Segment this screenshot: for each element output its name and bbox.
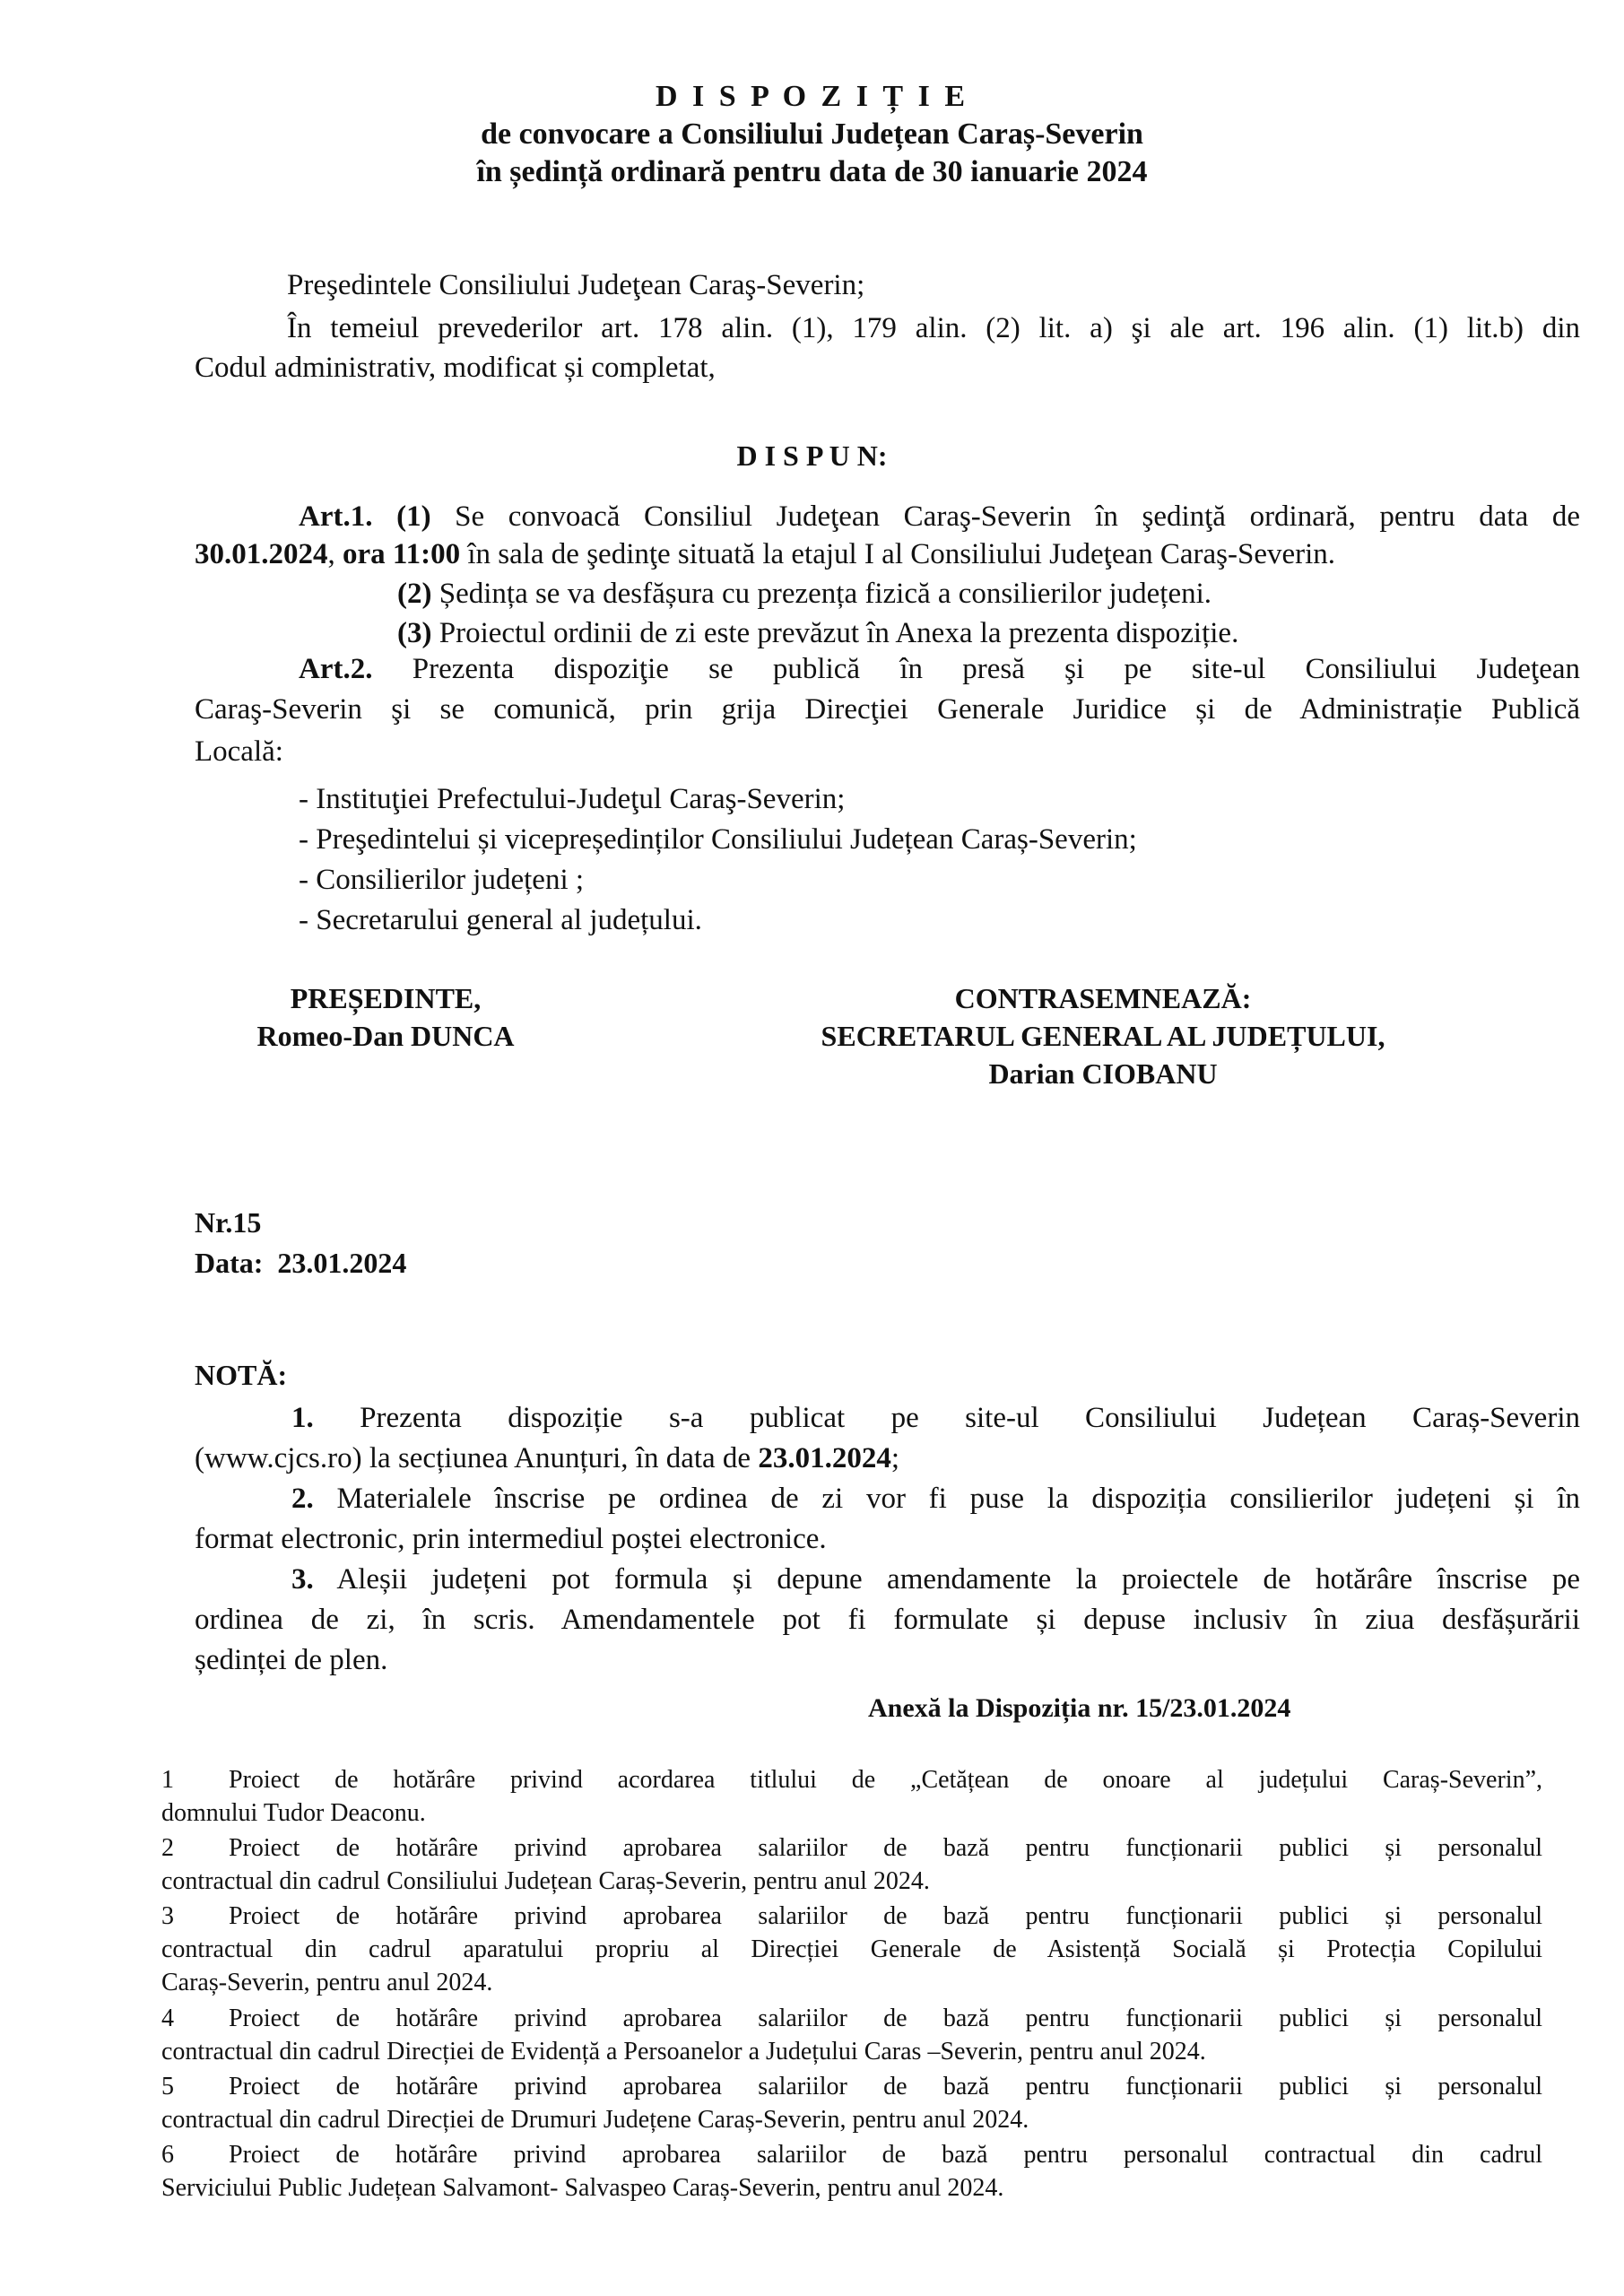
annex-item xyxy=(161,2070,1542,2136)
note-item-2-line2: format electronic, prin intermediul poștei electronice. xyxy=(195,1523,827,1555)
separator: , xyxy=(327,538,343,570)
date-value: 23.01.2024 xyxy=(277,1247,407,1279)
annex-item xyxy=(161,2002,1542,2068)
note-item-3-line3: ședinței de plen. xyxy=(195,1644,388,1676)
art1-p3-text: Proiectul ordinii de zi este prevăzut în Anexa la prezenta dispoziție. xyxy=(431,617,1239,649)
annex-item-text: Serviciului Public Județean Salvamont- Salvaspeo Caraș-Severin, pentru anul 2024. xyxy=(161,2174,1004,2202)
recipient-item: - Consilierilor județeni ; xyxy=(299,864,585,896)
note-item-text: (www.cjcs.ro) la secțiunea Anunțuri, în data de xyxy=(195,1442,759,1474)
meeting-location: în sala de şedinţe situată la etajul I al Consiliului Judeţean Caraş-Severin. xyxy=(460,538,1336,570)
note-item-number: 2. xyxy=(291,1483,314,1515)
annex-item-number: 5 xyxy=(161,2073,174,2100)
annex-item-text: contractual din cadrul Direcției de Evidență a Persoanelor a Județului Caras –Severin, pentru anul 2024. xyxy=(161,2038,1206,2066)
recipient-item: - Preşedintelui și vicepreședinților Consiliului Județean Caraș-Severin; xyxy=(299,823,1137,856)
art2-label: Art.2. xyxy=(299,653,373,685)
note-item-text: ; xyxy=(890,1442,899,1474)
signature-left-role: PREȘEDINTE, xyxy=(290,982,482,1014)
annex-item xyxy=(161,1900,1542,1999)
art2-line2: Caraş-Severin şi se comunică, prin grija Direcţiei Generale Juridice și de Administrație Publică xyxy=(195,693,1580,726)
signature-right-name: Darian CIOBANU xyxy=(988,1057,1218,1090)
publication-date: 23.01.2024 xyxy=(758,1442,891,1474)
meeting-date: 30.01.2024 xyxy=(195,538,328,570)
annex-item xyxy=(161,1763,1542,1830)
annex-item xyxy=(161,2138,1542,2205)
date-label: Data: xyxy=(195,1247,264,1279)
art1-p2-text: Ședința se va desfășura cu prezența fizică a consilierilor județeni. xyxy=(431,578,1212,610)
annex-item-text: Proiect de hotărâre privind aprobarea salariilor de bază pentru funcționarii publici și personalul xyxy=(229,1834,1542,1862)
recipient-item: - Secretarului general al județului. xyxy=(299,904,702,936)
registration-date xyxy=(195,1247,406,1280)
art2-line3: Locală: xyxy=(195,735,283,768)
note-item-text: Prezenta dispoziție s-a publicat pe site-ul Consiliului Județean Caraș-Severin xyxy=(313,1402,1580,1434)
note-item-text: Materialele înscrise pe ordinea de zi vor fi puse la dispoziția consilierilor județeni și în xyxy=(313,1483,1580,1515)
art1-p1-label: (1) xyxy=(396,500,431,533)
annex-item-text: Proiect de hotărâre privind aprobarea salariilor de bază pentru funcționarii publici și personalul xyxy=(229,2005,1542,2032)
note-item-number: 3. xyxy=(291,1563,314,1596)
signature-right-role: CONTRASEMNEAZĂ: xyxy=(954,982,1252,1014)
registration-number: Nr.15 xyxy=(195,1206,262,1239)
annex-item-text: Proiect de hotărâre privind acordarea titlului de „Cetățean de onoare al județului Caraș-Severin”, xyxy=(229,1766,1542,1794)
annex-item-text: Proiect de hotărâre privind aprobarea salariilor de bază pentru funcționarii publici și personalul xyxy=(229,2073,1542,2100)
signature-left-name: Romeo-Dan DUNCA xyxy=(256,1020,515,1052)
dispun-heading: D I S P U N: xyxy=(736,439,888,472)
art2-line1-text: Prezenta dispoziţie se publică în presă şi pe site-ul Consiliului Judeţean xyxy=(372,653,1580,685)
annex-item-text: Caraș-Severin, pentru anul 2024. xyxy=(161,1969,493,1996)
annex-item-text: Proiect de hotărâre privind aprobarea salariilor de bază pentru funcționarii publici și personalul xyxy=(229,1902,1542,1930)
annex-item-number: 3 xyxy=(161,1902,174,1930)
annex-item-text: contractual din cadrul Direcției de Drumuri Județene Caraș-Severin, pentru anul 2024. xyxy=(161,2106,1029,2134)
note-item-3-line2: ordinea de zi, în scris. Amendamentele pot fi formulate și depuse inclusiv în ziua desfășurării xyxy=(195,1604,1580,1636)
recipient-item: - Instituţiei Prefectului-Judeţul Caraş-Severin; xyxy=(299,783,846,815)
art1-p2-label: (2) xyxy=(397,578,432,610)
preamble-line1: Preşedintele Consiliului Judeţean Caraş-Severin; xyxy=(287,269,865,301)
document-subtitle-line1: de convocare a Consiliului Județean Caraș-Severin xyxy=(481,117,1143,151)
annex-item-number: 4 xyxy=(161,2005,174,2032)
annex-item-number: 6 xyxy=(161,2141,174,2169)
signature-right-title: SECRETARUL GENERAL AL JUDEȚULUI, xyxy=(821,1020,1385,1052)
art1-p3-label: (3) xyxy=(397,617,432,649)
annex-item-number: 1 xyxy=(161,1766,174,1794)
preamble-line3: Codul administrativ, modificat și completat, xyxy=(195,352,716,384)
note-item-number: 1. xyxy=(291,1402,314,1434)
annex-item-number: 2 xyxy=(161,1834,174,1862)
note-item-text: Aleșii județeni pot formula și depune amendamente la proiectele de hotărâre înscrise pe xyxy=(313,1563,1580,1596)
document-title: D I S P O Z I Ț I E xyxy=(655,80,969,113)
document-subtitle-line2: în ședință ordinară pentru data de 30 ianuarie 2024 xyxy=(476,155,1148,188)
annex-item xyxy=(161,1831,1542,1898)
annex-item-text: contractual din cadrul aparatului propriu al Direcției Generale de Asistență Socială și Protecția Copilului xyxy=(161,1935,1542,1963)
meeting-time: ora 11:00 xyxy=(343,538,461,570)
art1-p1-text: Se convoacă Consiliul Judeţean Caraş-Severin în şedinţă ordinară, pentru data de xyxy=(430,500,1580,533)
art1-label: Art.1. xyxy=(299,500,373,533)
note-title: NOTĂ: xyxy=(195,1359,288,1391)
annex-item-text: domnului Tudor Deaconu. xyxy=(161,1799,426,1827)
annex-item-text: contractual din cadrul Consiliului Județean Caraș-Severin, pentru anul 2024. xyxy=(161,1867,930,1895)
preamble-line2: În temeiul prevederilor art. 178 alin. (1), 179 alin. (2) lit. a) şi ale art. 196 alin. (1) lit.b) din xyxy=(287,312,1580,344)
annex-title: Anexă la Dispoziția nr. 15/23.01.2024 xyxy=(868,1693,1291,1723)
annex-item-text: Proiect de hotărâre privind aprobarea salariilor de bază pentru personalul contractual din cadrul xyxy=(229,2141,1542,2169)
